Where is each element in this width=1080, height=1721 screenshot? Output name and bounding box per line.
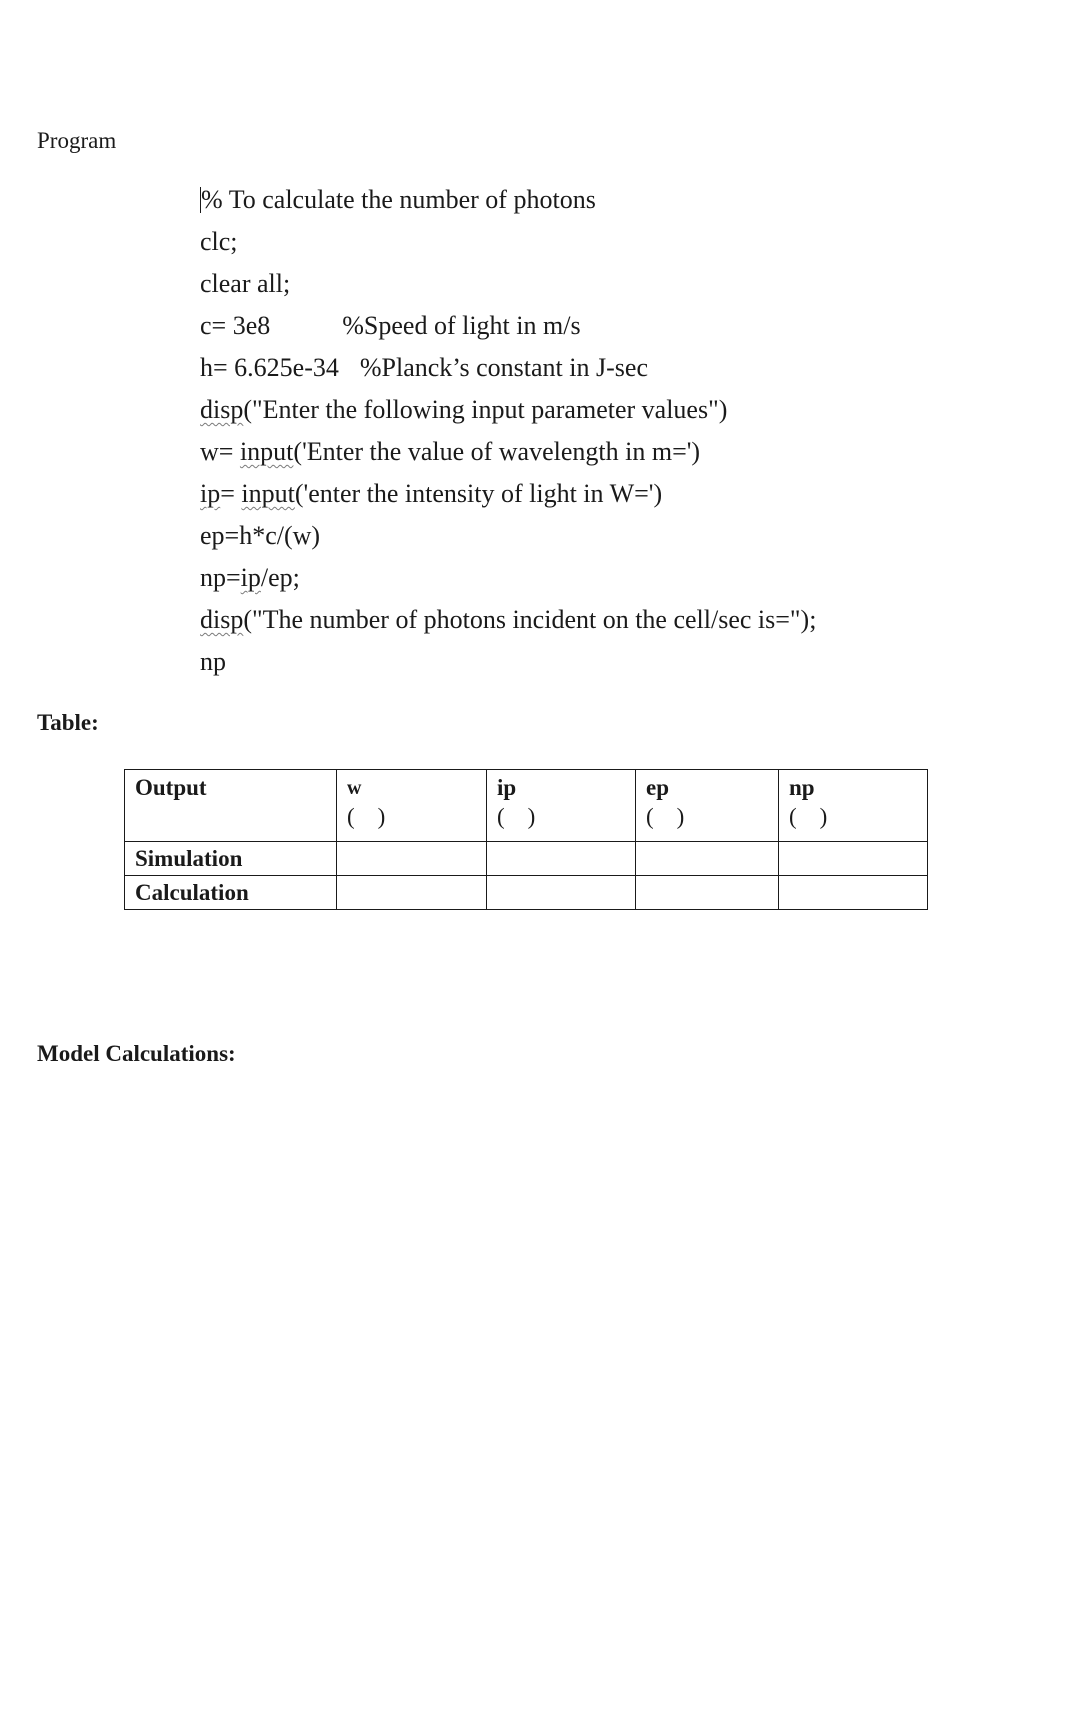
output-header-cell: [125, 770, 337, 842]
table-row: [125, 876, 928, 910]
code-line-ep: ep=h*c/(w): [200, 521, 321, 550]
column-header-np: [779, 770, 928, 842]
code-line-input-wavelength: [200, 431, 1020, 473]
code-text: ('Enter the value of wavelength in m='): [293, 437, 701, 466]
results-table: [124, 769, 928, 910]
code-text: =: [220, 479, 242, 508]
code-line-np: [200, 557, 1020, 599]
column-name: np: [789, 775, 815, 800]
table-row: [125, 842, 928, 876]
code-text: /ep;: [260, 563, 300, 592]
table-heading: Table:: [37, 710, 99, 735]
column-header-ep: [636, 770, 779, 842]
code-line-disp-result: [200, 599, 1020, 641]
code-line-np-output: np: [200, 647, 226, 676]
unit-placeholder: ( ): [497, 804, 536, 829]
code-line-disp-prompt: [200, 389, 1020, 431]
spellcheck-word: disp: [200, 605, 244, 634]
row-label-simulation: Simulation: [125, 842, 337, 876]
column-name: ip: [497, 775, 517, 800]
column-header-w: [337, 770, 487, 842]
unit-placeholder: ( ): [789, 804, 828, 829]
code-text: ("Enter the following input parameter values"): [243, 395, 728, 424]
column-name: ep: [646, 775, 669, 800]
code-line-clc: clc;: [200, 227, 238, 256]
spellcheck-word: disp: [200, 395, 244, 424]
code-line-input-intensity: [200, 473, 1020, 515]
spellcheck-word: ip: [200, 479, 221, 508]
table-header-row: [125, 770, 928, 842]
code-text: c= 3e8: [200, 311, 271, 340]
code-line-speed-of-light: [200, 305, 1020, 347]
spellcheck-word: input: [241, 479, 295, 508]
code-line-comment: [200, 179, 1020, 221]
code-line-planck: [200, 347, 1020, 389]
model-calculations-heading: Model Calculations:: [37, 1041, 236, 1066]
code-text: ("The number of photons incident on the cell/sec is=");: [243, 605, 817, 634]
spellcheck-word: input: [239, 437, 294, 466]
table-cell: [779, 876, 928, 910]
column-name: w: [347, 777, 362, 799]
output-label: Output: [135, 775, 207, 800]
column-header-ip: [487, 770, 636, 842]
code-text: % To calculate the number of photons: [201, 185, 596, 214]
code-line-clear: clear all;: [200, 269, 291, 298]
table-cell: [636, 876, 779, 910]
table-cell: [779, 842, 928, 876]
program-heading: Program: [37, 128, 117, 153]
table-cell: [337, 842, 487, 876]
code-comment: %Speed of light in m/s: [342, 311, 581, 340]
unit-placeholder: ( ): [347, 804, 386, 829]
table-cell: [487, 876, 636, 910]
code-text: h= 6.625e-34: [200, 353, 339, 382]
table-cell: [337, 876, 487, 910]
code-comment: %Planck’s constant in J-sec: [359, 353, 648, 382]
spellcheck-word: ip: [240, 563, 261, 592]
unit-placeholder: ( ): [646, 804, 685, 829]
code-text: ('enter the intensity of light in W='): [294, 479, 663, 508]
code-text: np=: [200, 563, 241, 592]
row-label-calculation: Calculation: [125, 876, 337, 910]
table-cell: [636, 842, 779, 876]
code-block: [200, 179, 1020, 683]
table-cell: [487, 842, 636, 876]
code-text: w=: [200, 437, 240, 466]
